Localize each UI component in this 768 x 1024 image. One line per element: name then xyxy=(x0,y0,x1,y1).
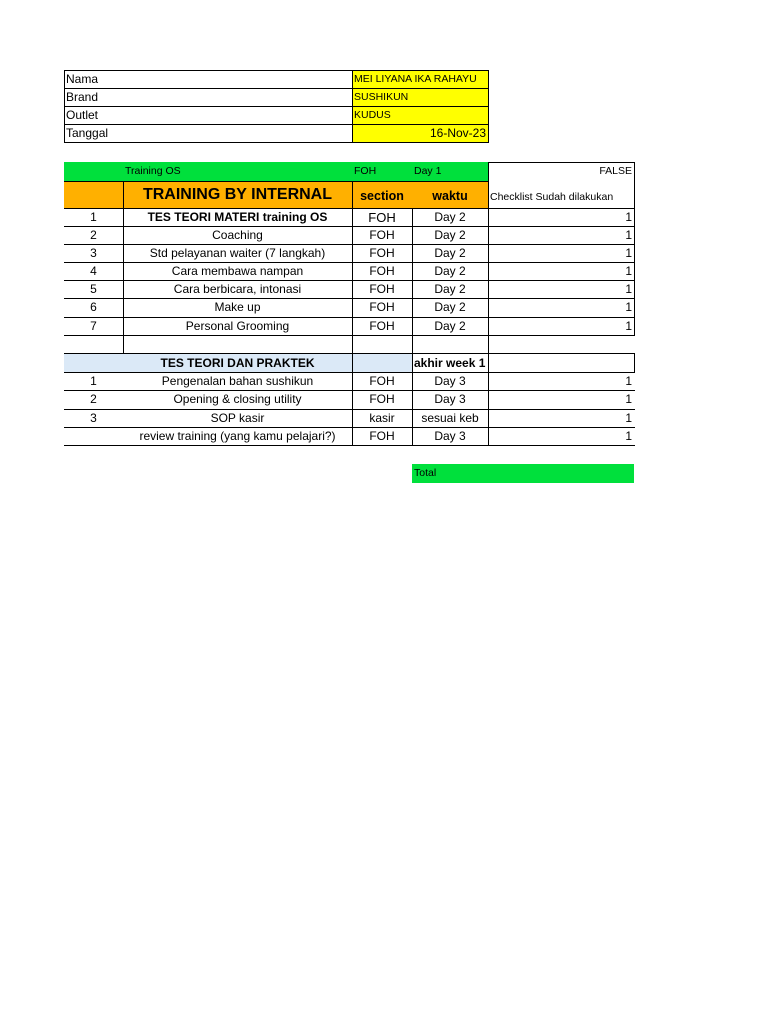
header-checklist: Checklist Sudah dilakukan xyxy=(490,190,614,203)
row-check[interactable]: 1 xyxy=(625,264,632,278)
row-waktu: Day 2 xyxy=(434,319,466,333)
group2-waktu: akhir week 1 xyxy=(414,356,486,370)
row-section: FOH xyxy=(369,300,395,314)
row-waktu: Day 2 xyxy=(434,246,466,260)
row-name: Cara berbicara, intonasi xyxy=(173,282,302,296)
row-check[interactable]: 1 xyxy=(625,246,632,260)
row-name: Personal Grooming xyxy=(185,319,290,333)
row-name: Make up xyxy=(214,300,261,314)
row-check[interactable]: 1 xyxy=(625,319,632,333)
banner-day: Day 1 xyxy=(414,165,442,178)
row-check[interactable]: 1 xyxy=(625,228,632,242)
row-waktu: Day 2 xyxy=(434,264,466,278)
info-value-tanggal[interactable]: 16-Nov-23 xyxy=(352,124,488,142)
row-number xyxy=(64,427,123,445)
row-waktu: Day 2 xyxy=(434,282,466,296)
row-number: 7 xyxy=(90,319,97,333)
row-number: 2 xyxy=(90,228,97,242)
row-number: 6 xyxy=(90,300,97,314)
group2-title: TES TEORI DAN PRAKTEK xyxy=(160,356,315,370)
row-number: 1 xyxy=(90,374,97,388)
info-label-brand: Brand xyxy=(66,90,99,104)
row-number: 3 xyxy=(90,411,97,425)
row-name: Pengenalan bahan sushikun xyxy=(161,374,314,388)
total-cell[interactable]: Total xyxy=(412,464,634,483)
row-waktu: Day 3 xyxy=(434,429,466,443)
row-name: Std pelayanan waiter (7 langkah) xyxy=(149,246,326,260)
banner-training: Training OS xyxy=(125,165,181,178)
row-name: review training (yang kamu pelajari?) xyxy=(139,429,336,443)
header-title: TRAINING BY INTERNAL xyxy=(142,185,333,203)
info-value-brand[interactable]: SUSHIKUN xyxy=(352,88,488,106)
row-waktu: Day 2 xyxy=(434,300,466,314)
row-waktu: Day 2 xyxy=(434,210,466,224)
row-check[interactable]: 1 xyxy=(625,411,632,425)
row-number: 2 xyxy=(90,392,97,406)
info-value-nama[interactable]: MEI LIYANA IKA RAHAYU xyxy=(352,70,488,88)
row-number: 4 xyxy=(90,264,97,278)
row-waktu: Day 3 xyxy=(434,374,466,388)
row-name: Coaching xyxy=(212,228,263,242)
info-label-nama: Nama xyxy=(66,72,99,86)
row-section: FOH xyxy=(369,264,395,278)
row-number: 1 xyxy=(90,210,97,224)
row-section: FOH xyxy=(369,282,395,296)
banner-flag: FALSE xyxy=(599,165,632,178)
row-name: Cara membawa nampan xyxy=(171,264,304,278)
banner-section: FOH xyxy=(354,165,377,178)
row-section: FOH xyxy=(368,209,396,225)
info-label-outlet: Outlet xyxy=(66,108,99,122)
row-check[interactable]: 1 xyxy=(625,210,632,224)
row-check[interactable]: 1 xyxy=(625,429,632,443)
row-check[interactable]: 1 xyxy=(625,392,632,406)
row-name: SOP kasir xyxy=(210,411,265,425)
row-section: FOH xyxy=(369,228,395,242)
info-label-tanggal: Tanggal xyxy=(66,126,109,140)
row-waktu: Day 2 xyxy=(434,228,466,242)
row-section: FOH xyxy=(369,319,395,333)
row-check[interactable]: 1 xyxy=(625,282,632,296)
row-check[interactable]: 1 xyxy=(625,300,632,314)
info-value-outlet[interactable]: KUDUS xyxy=(352,106,488,124)
row-waktu: sesuai keb xyxy=(421,411,479,425)
row-waktu: Day 3 xyxy=(434,392,466,406)
row-check[interactable]: 1 xyxy=(625,374,632,388)
header-section: section xyxy=(360,189,404,204)
row-section: FOH xyxy=(369,392,395,406)
row-name: TES TEORI MATERI training OS xyxy=(147,210,328,224)
row-section: kasir xyxy=(369,411,395,425)
row-section: FOH xyxy=(369,429,395,443)
row-number: 5 xyxy=(90,282,97,296)
row-section: FOH xyxy=(369,374,395,388)
row-section: FOH xyxy=(369,246,395,260)
header-waktu: waktu xyxy=(432,189,468,204)
row-number: 3 xyxy=(90,246,97,260)
row-name: Opening & closing utility xyxy=(173,392,302,406)
